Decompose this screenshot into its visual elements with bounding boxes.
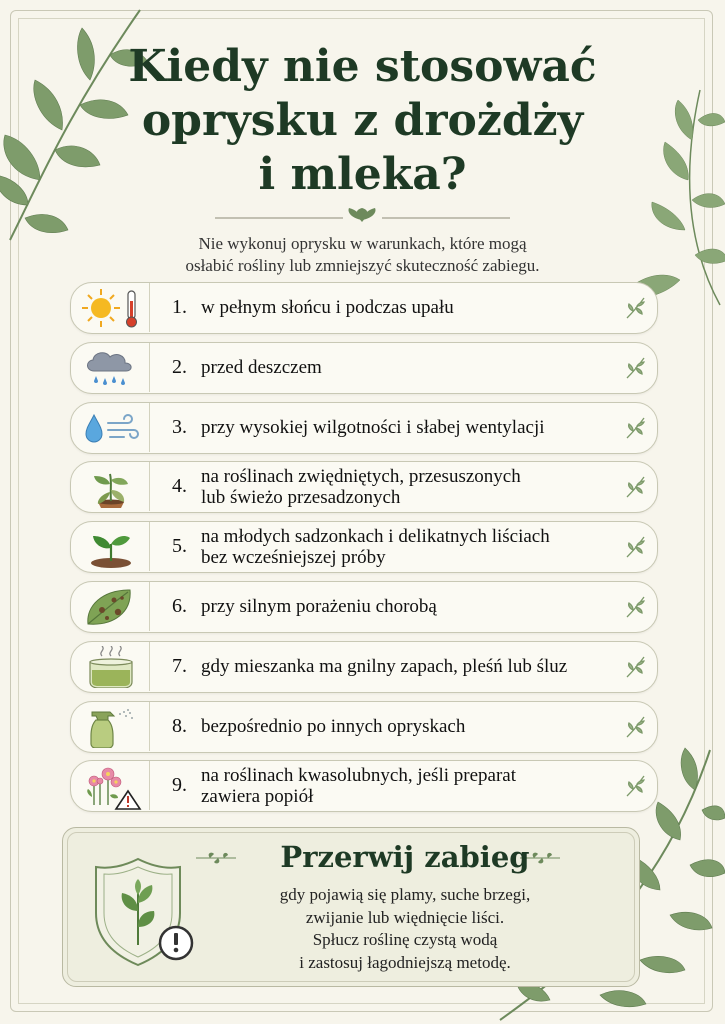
item-text-2: zawiera popiół [201, 785, 314, 807]
humidity-wind-icon [80, 407, 142, 449]
page-title [0, 40, 725, 202]
item-number: 9. [172, 774, 187, 797]
panel-line-2: zwijanie lub więdnięcie liści. [305, 907, 505, 927]
sprig-icon [623, 595, 647, 619]
title-divider-icon [215, 206, 510, 226]
subtitle-line-1: Nie wykonuj oprysku w warunkach, które mogą [198, 234, 527, 253]
list-item [70, 282, 658, 334]
panel-line-1: gdy pojawią się plamy, suche brzegi, [279, 885, 531, 904]
wilted-plant-icon [80, 466, 142, 508]
spray-bottle-icon [80, 706, 142, 748]
title-line-3: i mleka? [258, 149, 467, 200]
title-line-1: Kiedy nie stosować [128, 41, 597, 92]
list-item [70, 760, 658, 812]
item-number: 2. [172, 355, 187, 378]
item-number: 6. [172, 594, 187, 617]
item-text: w pełnym słońcu i podczas upału [201, 297, 454, 318]
list-item [70, 342, 658, 394]
sprig-icon [623, 356, 647, 380]
panel-sprig-left-icon [196, 851, 236, 865]
item-text: na młodych sadzonkach i delikatnych liściach [201, 525, 550, 547]
sprig-icon [623, 535, 647, 559]
list-item [70, 402, 658, 454]
item-number: 4. [172, 475, 187, 498]
list-item [70, 461, 658, 513]
item-number: 1. [172, 296, 187, 318]
warning-list [70, 282, 658, 820]
list-item [70, 701, 658, 753]
subtitle [0, 233, 725, 277]
sprig-icon [623, 715, 647, 739]
sprig-icon [623, 475, 647, 499]
item-number: 7. [172, 654, 187, 677]
list-item [70, 641, 658, 693]
item-text: gdy mieszanka ma gnilny zapach, pleśń lub śluz [201, 655, 568, 677]
sprig-icon [623, 416, 647, 440]
item-text: na roślinach zwiędniętych, przesuszonych [201, 465, 521, 487]
diseased-leaf-icon [80, 586, 142, 628]
subtitle-line-2: osłabić rośliny lub zmniejszyć skuteczność zabiegu. [185, 256, 540, 275]
panel-line-4: i zastosuj łagodniejszą metodę. [299, 952, 511, 972]
seedling-icon [80, 526, 142, 568]
rain-cloud-icon [80, 347, 142, 389]
item-text: bezpośrednio po innych opryskach [201, 715, 466, 737]
item-number: 5. [172, 535, 187, 558]
sun-thermometer-icon [80, 287, 142, 329]
panel-line-3: Spłucz roślinę czystą wodą [312, 930, 498, 949]
sprig-icon [623, 296, 647, 320]
item-text-2: bez wcześniejszej próby [201, 546, 386, 568]
item-number: 3. [172, 415, 187, 438]
item-text: przy silnym porażeniu chorobą [201, 595, 437, 617]
item-text-2: lub świeżo przesadzonych [201, 486, 401, 508]
title-line-2: oprysku z drożdży [141, 95, 584, 146]
sprig-icon [623, 774, 647, 798]
spoiled-mixture-icon [80, 646, 142, 688]
item-text: na roślinach kwasolubnych, jeśli preparat [201, 764, 516, 786]
item-number: 8. [172, 714, 187, 737]
flowers-warning-icon [80, 765, 142, 811]
list-item [70, 521, 658, 573]
panel-title: Przerwij zabieg [280, 840, 530, 874]
item-text: przed deszczem [201, 356, 322, 378]
shield-leaf-warning-icon [92, 855, 204, 973]
sprig-icon [623, 655, 647, 679]
panel-text [215, 884, 595, 974]
item-text: przy wysokiej wilgotności i słabej wentylacji [201, 416, 545, 438]
list-item [70, 581, 658, 633]
